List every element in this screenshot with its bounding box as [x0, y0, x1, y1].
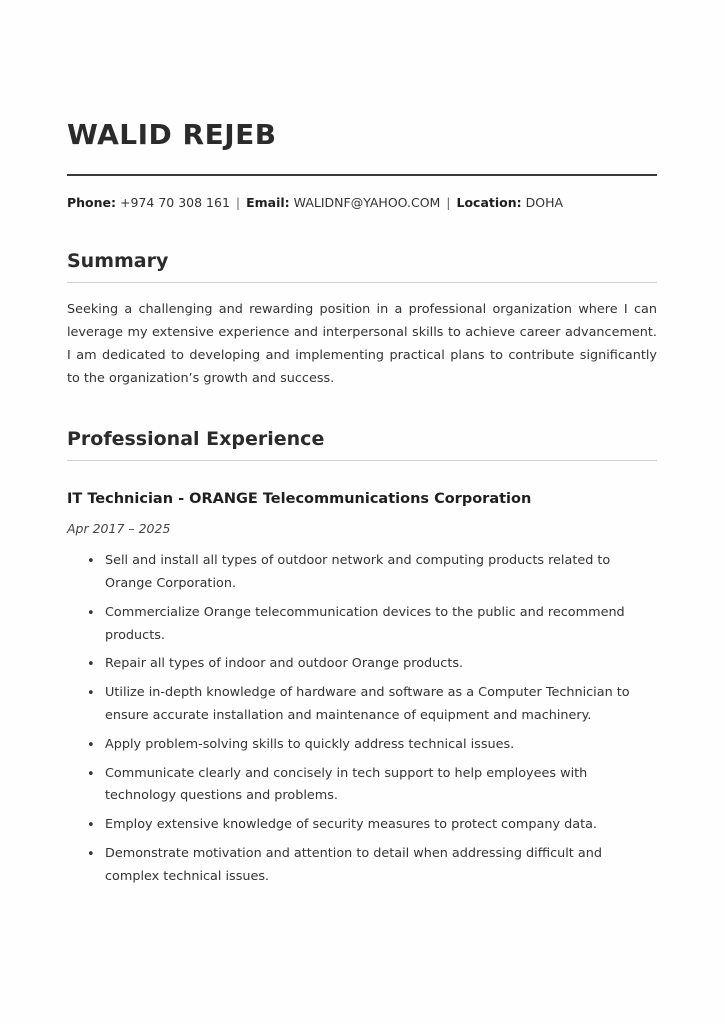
contact-separator-2: | — [446, 194, 451, 210]
contact-separator-1: | — [235, 194, 241, 210]
list-item: • Apply problem-solving skills to quickly address technical issues. — [103, 734, 657, 757]
list-item: • Utilize in-depth knowledge of hardware and software as a Computer Technician to ensure accurate installation and maintenance of equipment and machinery. — [103, 682, 657, 728]
phone-value: +974 70 308 161 — [120, 194, 230, 210]
job-bullet-list — [67, 550, 657, 888]
list-item: • Sell and install all types of outdoor network and computing products related to Orange Corporation. — [103, 550, 657, 596]
header-divider — [67, 174, 657, 176]
contact-line — [67, 194, 657, 213]
phone-label: Phone: — [67, 194, 117, 210]
location-label: Location: — [456, 194, 522, 210]
section-title-summary: Summary — [67, 250, 169, 273]
job-title: IT Technician - ORANGE Telecommunications Corporation — [67, 491, 532, 508]
job-dates: Apr 2017 – 2025 — [67, 521, 171, 537]
list-item: • Demonstrate motivation and attention to detail when addressing difficult and complex technical issues. — [103, 843, 657, 889]
list-item: • Repair all types of indoor and outdoor Orange products. — [103, 653, 657, 676]
list-item: • Communicate clearly and concisely in tech support to help employees with technology questions and problems. — [103, 763, 657, 809]
page-title: WALID REJEB — [67, 118, 277, 151]
summary-text: Seeking a challenging and rewarding position in a professional organization where I can leverage my extensive experience and interpersonal skills to achieve career advancement. I am dedicated to developing and implementing practical plans to contribute significantly to the organization’s growth and success. — [67, 302, 657, 386]
list-item: • Employ extensive knowledge of security measures to protect company data. — [103, 814, 657, 837]
summary-divider — [67, 282, 657, 283]
email-value: WALIDNF@YAHOO.COM — [293, 194, 441, 210]
experience-divider — [67, 460, 657, 461]
section-title-experience: Professional Experience — [67, 428, 325, 451]
resume-content — [67, 0, 657, 894]
location-value: DOHA — [525, 194, 564, 210]
email-label: Email: — [246, 194, 290, 210]
list-item: • Commercialize Orange telecommunication devices to the public and recommend products. — [103, 602, 657, 648]
